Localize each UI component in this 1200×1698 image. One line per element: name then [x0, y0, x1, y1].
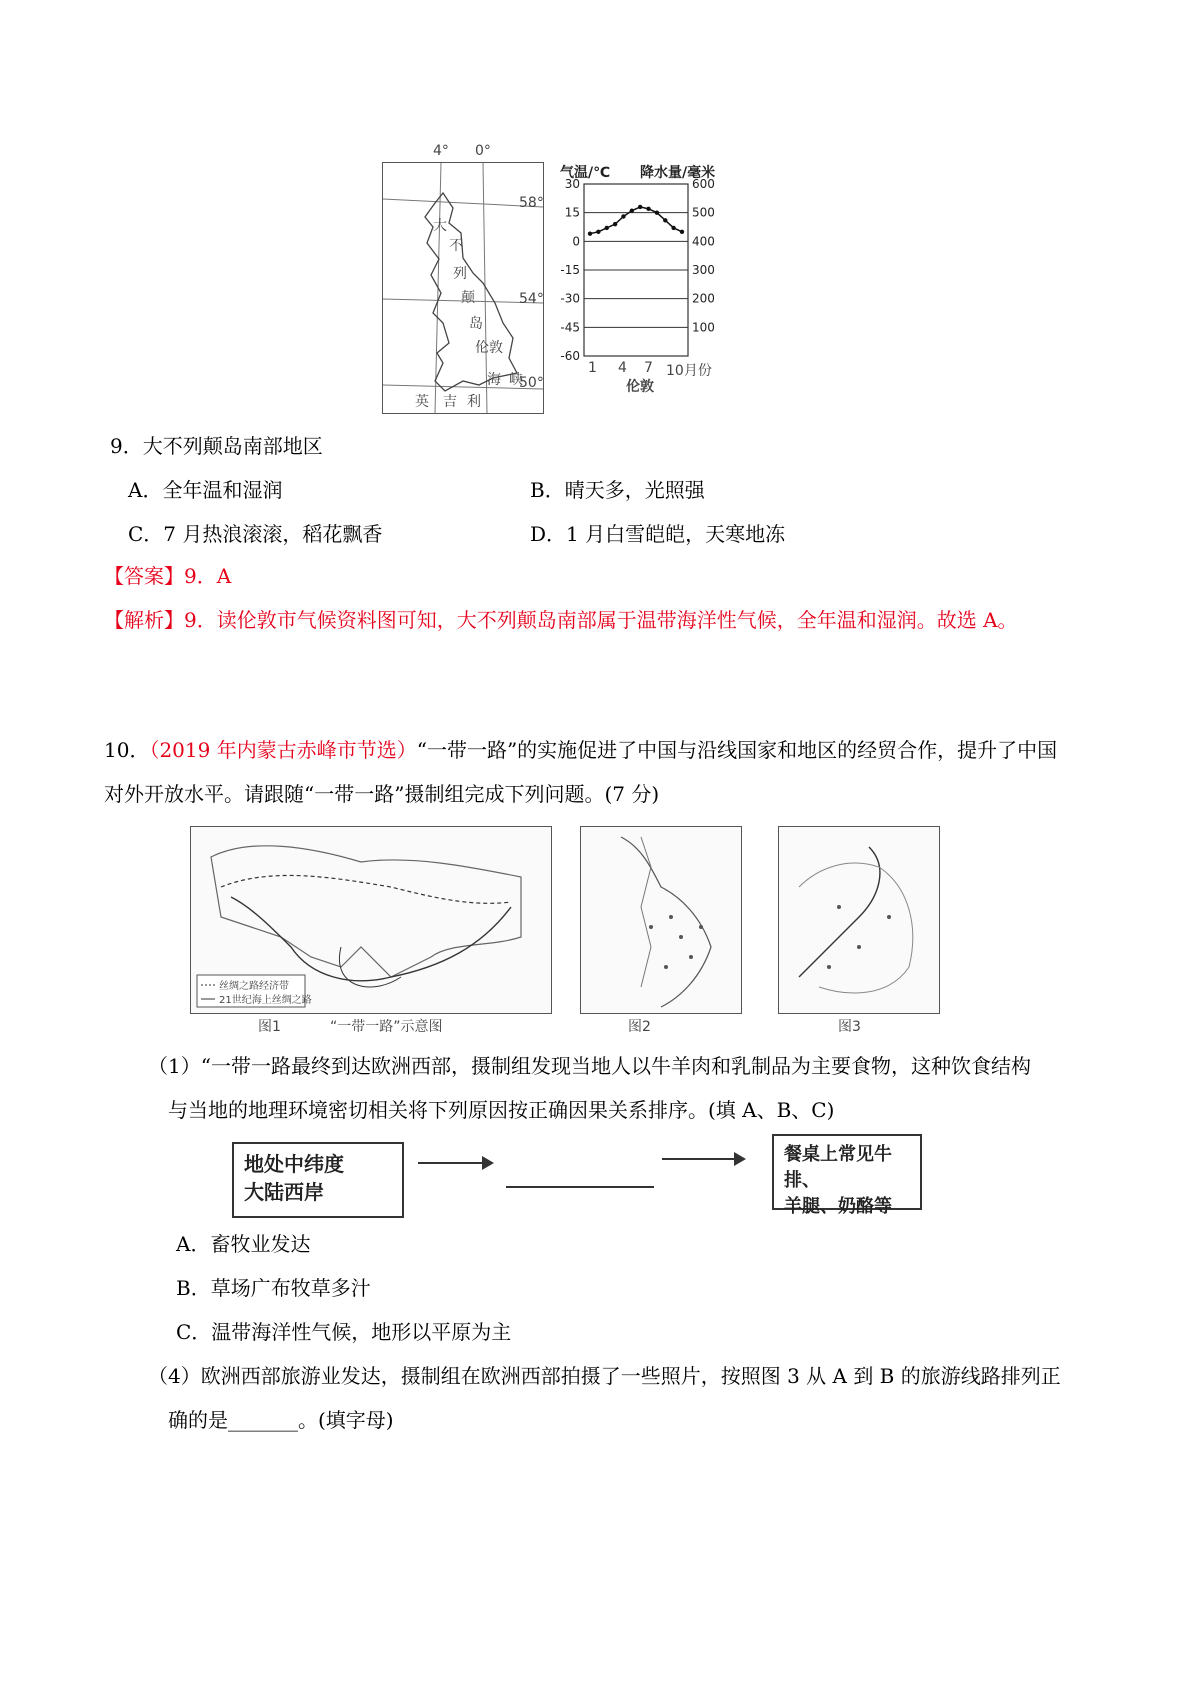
temp-axis-title: 气温/℃: [560, 165, 611, 181]
fig3-caption: 图3: [838, 1019, 861, 1035]
map-label-ying: 英: [415, 394, 429, 410]
flow-start-line1: 地处中纬度: [244, 1152, 344, 1176]
temperature-point: [605, 226, 609, 230]
temp-tick-label: 15: [564, 205, 580, 220]
figure-3-map: [778, 826, 940, 1014]
temperature-point: [663, 218, 667, 222]
temperature-point: [621, 214, 625, 218]
fig3-svg: [779, 827, 939, 1013]
flow-start-line2: 大陆西岸: [244, 1180, 324, 1204]
q9-option-a: A．全年温和湿润: [128, 478, 283, 502]
temp-tick-label: 0: [572, 234, 580, 249]
figure-2-map: [580, 826, 742, 1014]
fig1-caption: 图1: [258, 1019, 281, 1035]
temp-tick-label: -45: [560, 320, 580, 335]
q10-stem-text: “一带一路”的实施促进了中国与沿线国家和地区的经贸合作，提升了中国: [416, 738, 1058, 762]
temp-tick-label: -15: [560, 263, 580, 277]
legend-silk-road-belt: 丝绸之路经济带: [219, 981, 289, 992]
analysis-tag: 【解析】: [104, 608, 184, 632]
map-label-dian: 颠: [461, 290, 475, 306]
flow-start-box: [232, 1142, 404, 1218]
fig1-title: “一带一路”示意图: [330, 1019, 443, 1035]
flow-arrow-2: [662, 1158, 744, 1160]
fig2-caption: 图2: [628, 1019, 651, 1035]
chart-city-label: 伦敦: [626, 379, 654, 395]
temperature-line: [590, 207, 682, 234]
precip-tick-label: 300: [692, 263, 715, 277]
map-label-ji: 吉: [443, 394, 457, 410]
lon-label-0: 0°: [475, 143, 491, 159]
x-tick-10: 10月份: [666, 363, 712, 379]
precip-tick-label: 400: [692, 234, 715, 249]
q10-option-c: C．温带海洋性气候，地形以平原为主: [176, 1320, 512, 1344]
x-tick-1: 1: [588, 360, 597, 376]
precip-tick-label: 600: [692, 177, 715, 191]
map-label-lie: 列: [453, 266, 467, 282]
answer-text: 9．A: [184, 564, 232, 588]
q10-number: 10．: [104, 738, 150, 762]
temp-tick-label: -30: [560, 291, 580, 306]
map-label-bu: 不: [449, 238, 463, 254]
x-tick-4: 4: [618, 360, 627, 376]
answer-tag: 【答案】: [104, 564, 184, 588]
q10-stem-line2: 对外开放水平。请跟随“一带一路”摄制组完成下列问题。(7 分): [104, 782, 660, 806]
q9-option-c: C．7 月热浪滚滚，稻花飘香: [128, 522, 383, 546]
map-label-li: 利: [467, 394, 481, 410]
flow-end-line2: 羊腿、奶酪等: [784, 1196, 892, 1217]
map-label-hai: 海: [487, 372, 501, 388]
legend-maritime-silk-road: 21世纪海上丝绸之路: [219, 995, 312, 1006]
temp-tick-label: 30: [564, 177, 580, 191]
temperature-point: [596, 230, 600, 234]
q10-sub4-line2: 确的是_______。(填字母): [168, 1408, 394, 1432]
q10-option-b: B．草场广布牧草多汁: [176, 1276, 371, 1300]
x-tick-7: 7: [644, 360, 653, 376]
map-label-da: 大: [433, 218, 447, 234]
temperature-point: [671, 226, 675, 230]
flow-blank-line[interactable]: [506, 1186, 654, 1188]
map-label-london: 伦敦: [475, 340, 503, 356]
map-label-xia: 峡: [509, 372, 523, 388]
lat-label-58: 58°: [519, 195, 544, 211]
precip-axis-title: 降水量/毫米: [640, 165, 716, 181]
fig2-svg: [581, 827, 741, 1013]
temperature-point: [588, 231, 592, 235]
temp-tick-label: -60: [560, 349, 580, 363]
q9-analysis: [104, 606, 1018, 634]
flow-arrow-1: [418, 1162, 492, 1164]
q9-stem: 9．大不列颠岛南部地区: [110, 434, 323, 458]
q9-answer: [104, 562, 231, 590]
q9-option-d: D．1 月白雪皑皑，天寒地冻: [530, 522, 786, 546]
map-label-dao: 岛: [469, 316, 483, 332]
precip-tick-label: 100: [692, 320, 715, 335]
q10-source: （2019 年内蒙古赤峰市节选）: [149, 738, 417, 762]
lat-label-54: 54°: [519, 291, 544, 307]
temperature-point: [680, 230, 684, 234]
belt-and-road-map: [190, 826, 552, 1014]
q10-sub4-line1: （4）欧洲西部旅游业发达，摄制组在欧洲西部拍摄了一些照片，按照图 3 从 A 到 B 的旅游线路排列正: [148, 1364, 1061, 1388]
q10-sub1-line2: 与当地的地理环境密切相关将下列原因按正确因果关系排序。(填 A、B、C): [168, 1098, 835, 1122]
temperature-point: [646, 207, 650, 211]
precip-tick-label: 200: [692, 291, 715, 306]
q10-sub1-line1: （1）“一带一路最终到达欧洲西部，摄制组发现当地人以牛羊肉和乳制品为主要食物，这种饮食结构: [148, 1054, 1031, 1078]
lon-label-4: 4°: [433, 143, 449, 159]
q10-option-a: A．畜牧业发达: [176, 1232, 311, 1256]
flow-end-box: [772, 1134, 922, 1217]
temperature-point: [655, 210, 659, 214]
london-climate-chart: [548, 160, 738, 400]
precip-tick-label: 500: [692, 205, 715, 220]
lat-label-50: 50°: [519, 375, 544, 391]
temperature-point: [638, 205, 642, 209]
q10-stem-line1: [104, 736, 1057, 764]
temperature-point: [613, 222, 617, 226]
flow-end-line1: 餐桌上常见牛排、: [784, 1144, 892, 1191]
temperature-point: [630, 209, 634, 213]
great-britain-map: [382, 143, 544, 414]
analysis-text: 9．读伦敦市气候资料图可知，大不列颠岛南部属于温带海洋性气候，全年温和湿润。故选 A。: [184, 608, 1018, 632]
q9-option-b: B．晴天多，光照强: [530, 478, 705, 502]
